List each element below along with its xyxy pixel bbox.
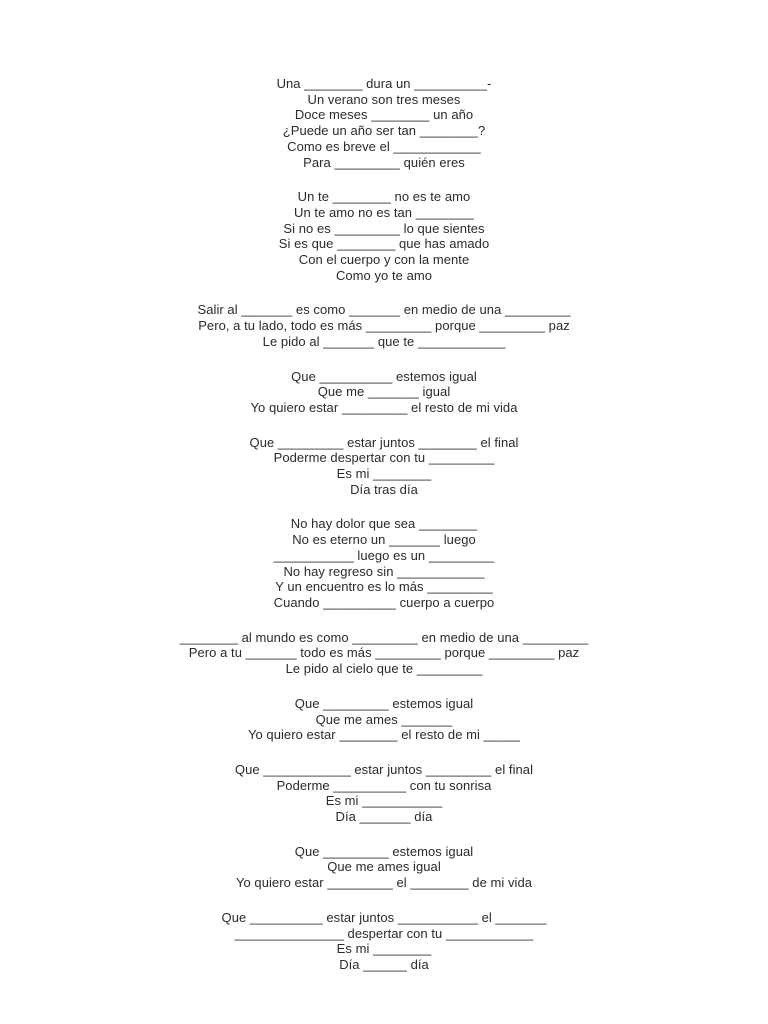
stanza-7 [0, 630, 768, 677]
lyric-line: ________ al mundo es como _________ en medio de una _________ [179, 629, 589, 645]
stanza-11 [0, 910, 768, 973]
lyric-line: No hay dolor que sea ________ [290, 516, 478, 532]
lyric-line: Le pido al _______ que te ____________ [262, 333, 506, 349]
lyric-line: Una ________ dura un __________- [276, 76, 492, 91]
lyric-line: Salir al _______ es como _______ en medio de una _________ [197, 302, 571, 318]
lyric-line: Doce meses ________ un año [294, 107, 474, 123]
stanza-2 [0, 189, 768, 283]
lyric-line: Un verano son tres meses [307, 91, 461, 107]
lyric-line: Yo quiero estar _________ el ________ de mi vida [235, 875, 533, 891]
lyric-line: Cuando __________ cuerpo a cuerpo [273, 594, 495, 610]
lyric-line: Que me ames igual [327, 859, 441, 875]
lyric-line: Que me _______ igual [317, 384, 451, 400]
lyric-line: ¿Puede un año ser tan ________? [282, 123, 486, 139]
lyrics-worksheet [0, 76, 768, 992]
lyric-line: _______________ despertar con tu ____________ [234, 925, 534, 941]
lyric-line: Que __________ estar juntos ___________ el _______ [221, 909, 547, 925]
lyric-line: Yo quiero estar ________ el resto de mi _____ [247, 727, 521, 743]
stanza-3 [0, 302, 768, 349]
lyric-line: Es mi ___________ [325, 793, 443, 809]
lyric-line: Pero a tu _______ todo es más _________ porque _________ paz [188, 645, 580, 661]
lyric-line: Poderme __________ con tu sonrisa [276, 777, 492, 793]
stanza-9 [0, 762, 768, 825]
lyric-line: Si no es _________ lo que sientes [283, 220, 485, 236]
lyric-line: Que _________ estar juntos ________ el final [249, 434, 519, 450]
lyric-line: Pero, a tu lado, todo es más _________ porque _________ paz [198, 318, 570, 334]
lyric-line: Día ______ día [339, 956, 429, 972]
lyric-line: Que __________ estemos igual [291, 368, 477, 384]
stanza-8 [0, 696, 768, 743]
stanza-6 [0, 516, 768, 610]
lyric-line: No hay regreso sin ____________ [283, 563, 485, 579]
lyric-line: Día _______ día [335, 809, 433, 825]
lyric-line: Como yo te amo [335, 267, 433, 283]
stanza-1 [0, 76, 768, 170]
lyric-line: Que _________ estemos igual [294, 695, 474, 711]
lyric-line: Un te amo no es tan ________ [294, 204, 474, 220]
lyric-line: No es eterno un _______ luego [292, 532, 476, 548]
lyric-line: Es mi ________ [336, 466, 432, 482]
stanza-5 [0, 435, 768, 498]
lyric-line: ___________ luego es un _________ [273, 547, 495, 563]
lyric-line: Un te ________ no es te amo [297, 189, 471, 205]
lyric-line: Que me ames _______ [315, 711, 453, 727]
lyric-line: Que _________ estemos igual [294, 843, 474, 859]
lyric-line: Como es breve el ____________ [287, 138, 481, 154]
lyric-line: Y un encuentro es lo más _________ [275, 579, 493, 595]
lyric-line: Yo quiero estar _________ el resto de mi vida [250, 399, 518, 415]
stanza-10 [0, 844, 768, 891]
lyric-line: Es mi ________ [336, 941, 432, 957]
lyric-line: Si es que ________ que has amado [278, 236, 490, 252]
lyric-line: Que ____________ estar juntos _________ el final [234, 761, 534, 777]
lyric-line: Con el cuerpo y con la mente [298, 252, 470, 268]
lyric-line: Poderme despertar con tu _________ [273, 450, 495, 466]
lyric-line: Le pido al cielo que te _________ [285, 661, 483, 677]
lyric-line: Día tras día [350, 481, 418, 497]
lyric-line: Para _________ quién eres [303, 154, 465, 170]
stanza-4 [0, 369, 768, 416]
